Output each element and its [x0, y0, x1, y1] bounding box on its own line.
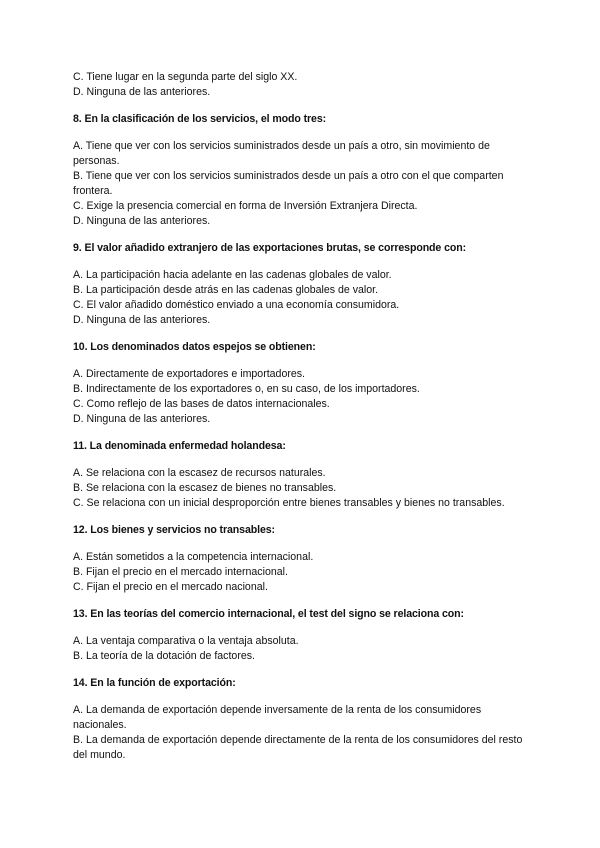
question-12: [73, 523, 533, 595]
option-c: C. Se relaciona con un inicial desproporción entre bienes transables y bienes no transables.: [73, 497, 505, 509]
option-a: A. Se relaciona con la escasez de recursos naturales.: [73, 467, 326, 479]
option-b: B. Indirectamente de los exportadores o, en su caso, de los importadores.: [73, 383, 420, 395]
option-a: A. La demanda de exportación depende inversamente de la renta de los consumidores nacionales.: [73, 704, 482, 731]
question-title: 13. En las teorías del comercio internacional, el test del signo se relaciona con:: [73, 608, 464, 620]
option-a: A. Están sometidos a la competencia internacional.: [73, 551, 314, 563]
document-page: [73, 70, 533, 775]
option-c: C. Exige la presencia comercial en forma de Inversión Extranjera Directa.: [73, 200, 418, 212]
question-14: [73, 676, 533, 763]
question-title: 9. El valor añadido extranjero de las exportaciones brutas, se corresponde con:: [73, 242, 467, 254]
option-b: B. La demanda de exportación depende directamente de la renta de los consumidores del resto del mundo.: [73, 734, 523, 761]
option-d: D. Ninguna de las anteriores.: [73, 215, 211, 227]
question-title: 14. En la función de exportación:: [73, 677, 236, 689]
question-title: 10. Los denominados datos espejos se obtienen:: [73, 341, 316, 353]
question-title: 12. Los bienes y servicios no transables:: [73, 524, 275, 536]
option-b: B. Fijan el precio en el mercado internacional.: [73, 566, 288, 578]
option-a: A. Directamente de exportadores e importadores.: [73, 368, 306, 380]
question-title: 11. La denominada enfermedad holandesa:: [73, 440, 286, 452]
question-11: [73, 439, 533, 511]
question-8: [73, 112, 533, 229]
option-a: A. La ventaja comparativa o la ventaja absoluta.: [73, 635, 299, 647]
option-d: D. Ninguna de las anteriores.: [73, 413, 211, 425]
option-b: B. La teoría de la dotación de factores.: [73, 650, 255, 662]
question-9: [73, 241, 533, 328]
option-c: C. El valor añadido doméstico enviado a una economía consumidora.: [73, 299, 400, 311]
option-c: C. Tiene lugar en la segunda parte del siglo XX.: [73, 71, 298, 83]
question-10: [73, 340, 533, 427]
option-b: B. La participación desde atrás en las cadenas globales de valor.: [73, 284, 379, 296]
question-title: 8. En la clasificación de los servicios, el modo tres:: [73, 113, 327, 125]
option-c: C. Como reflejo de las bases de datos internacionales.: [73, 398, 330, 410]
question-13: [73, 607, 533, 664]
option-a: A. La participación hacia adelante en las cadenas globales de valor.: [73, 269, 392, 281]
option-d: D. Ninguna de las anteriores.: [73, 314, 211, 326]
option-b: B. Se relaciona con la escasez de bienes no transables.: [73, 482, 337, 494]
option-a: A. Tiene que ver con los servicios suministrados desde un país a otro, sin movimiento de personas.: [73, 140, 490, 167]
option-d: D. Ninguna de las anteriores.: [73, 86, 211, 98]
option-b: B. Tiene que ver con los servicios suministrados desde un país a otro con el que comparten frontera.: [73, 170, 504, 197]
option-c: C. Fijan el precio en el mercado nacional.: [73, 581, 268, 593]
previous-question-options: [73, 70, 533, 100]
